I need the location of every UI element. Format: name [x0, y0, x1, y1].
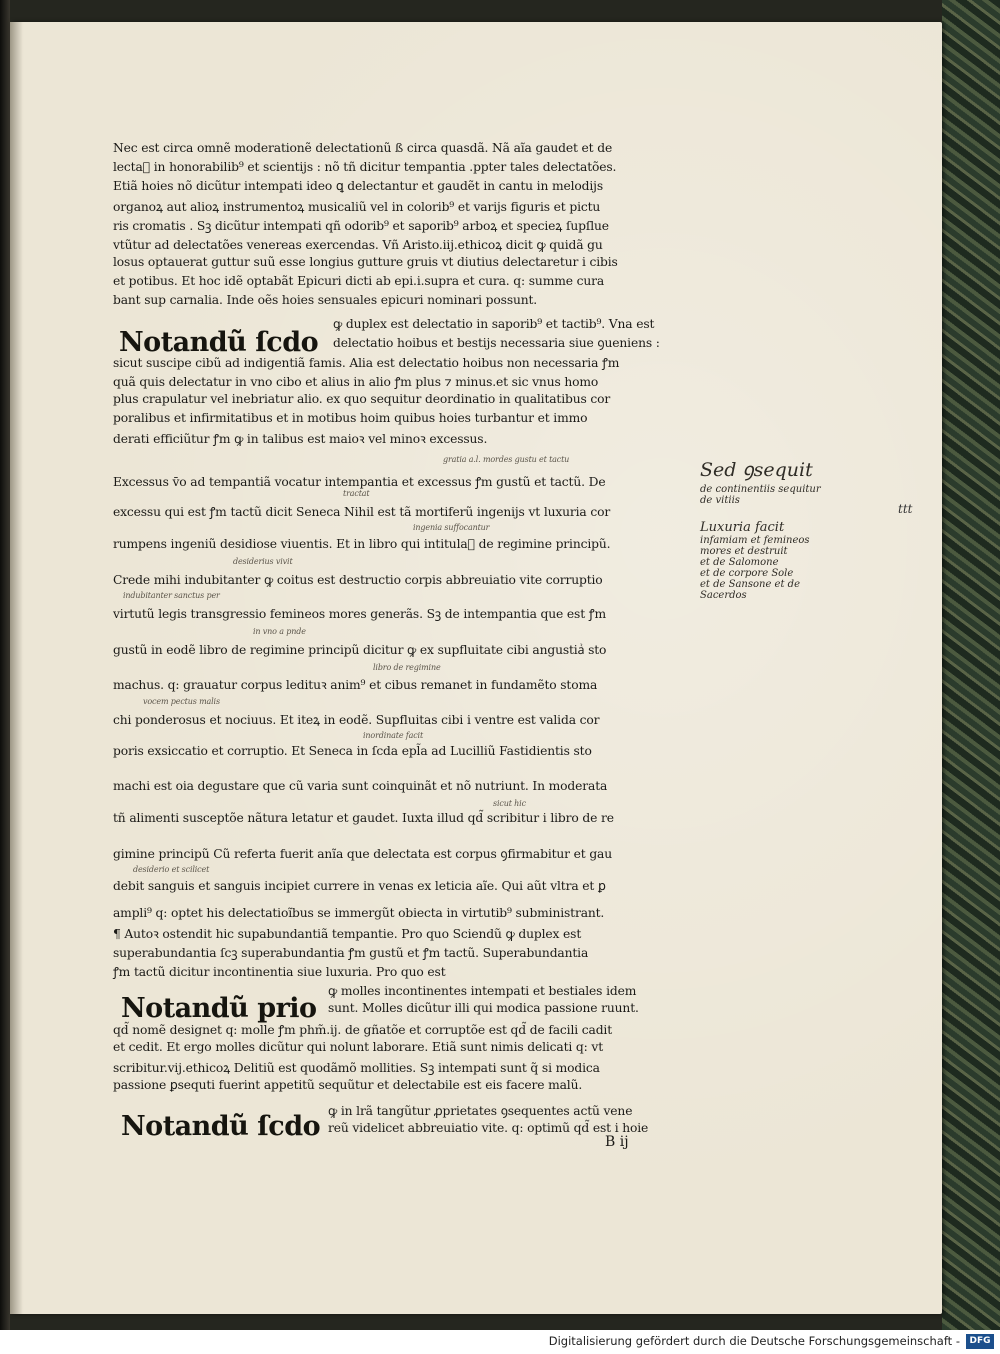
marginal-annotation	[700, 456, 930, 601]
margin-note-line: infamiam et femineos	[700, 535, 810, 546]
text-line: losus optauerat guttur suũ esse longius gutture gruis vt diutius delectaretur i cibis	[113, 255, 618, 269]
text-line: poralibus et infirmitatibus et in motibus hoim quibus hoies turbantur et immo	[113, 411, 588, 425]
text-line: ampli⁹ q: optet his delectatioĩbus se immergũt obiecta in virtutib⁹ subministrant.	[113, 906, 605, 920]
text-line: reũ videlicet abbreuiatio vite. q: optimũ qd̃ est i hoie	[328, 1121, 649, 1135]
text-line: quã quis delectatur in vno cibo et alius in alio ꝭm plus ⁊ minus.et sic vnus homo	[113, 375, 599, 389]
text-line: excessu qui est ꝭm tactũ dicit Seneca Nihil est tã mortiferũ ingenijs vt luxuria cor	[113, 505, 611, 519]
margin-note-line: Sacerdos	[700, 590, 747, 601]
text-line: machus. q: grauatur corpus ledituꝛ anim⁹ et cibus remanet in fundamẽto stoma	[113, 678, 598, 692]
section-heading: Notandũ prio	[121, 993, 317, 1024]
text-line: delectatio hoibus et bestijs necessaria siue ꝯueniens :	[333, 336, 660, 350]
text-line: Nec est circa omnẽ moderationẽ delectationũ ß circa quasdã. Nã aĩa gaudet et de	[113, 141, 613, 155]
margin-mark: ttt	[898, 502, 913, 516]
text-line: plus crapulatur vel inebriatur alio. ex quo sequitur deordinatio in qualitatibus cor	[113, 392, 611, 406]
text-line: gustũ in eodẽ libro de regimine principũ dicitur ꝙ ex supfluitate cibi angustiaᷣ sto	[113, 643, 607, 657]
margin-note-line: et de Sansone et de	[700, 579, 800, 590]
text-line: virtutũ legis transgressio femineos mores generãs. Sꝫ de intempantia que est ꝭm	[113, 607, 606, 621]
text-line: tñ alimenti susceptõe nãtura letatur et gaudet. Iuxta illud qd̃ scribitur i libro de re	[113, 811, 614, 825]
text-line: superabundantia ſcꝫ superabundantia ꝭm gustũ et ꝭm tactũ. Superabundantia	[113, 946, 589, 960]
text-line: sunt. Molles dicũtur illi qui modica passione ruunt.	[328, 1001, 639, 1015]
margin-note-line: de vitiis	[700, 495, 740, 506]
page-gutter	[10, 22, 22, 1314]
interlinear-gloss: desiderio et scilicet	[133, 865, 210, 874]
interlinear-gloss: libro de regimine	[373, 663, 441, 672]
text-line: ꝙ in lrã tangũtur ꝓprietates ꝯsequentes actũ vene	[328, 1104, 633, 1118]
text-line: vtũtur ad delectatões venereas exercendas. Vñ Aristo.iij.ethicoꝝ dicit ꝙ quidã gu	[113, 238, 603, 252]
text-line: organoꝝ aut alioꝝ instrumentoꝝ musicaliũ vel in colorib⁹ et varijs figuris et pictu	[113, 200, 601, 214]
footer-bar	[0, 1330, 1000, 1354]
text-line: ris cromatis . Sꝫ dicũtur intempati qñ odorib⁹ et saporib⁹ arboꝝ et specieꝝ ſupſlue	[113, 219, 609, 233]
text-line: rumpens ingeniũ desidiose viuentis. Et in libro qui intitulaᷣ de regimine principũ.	[113, 537, 611, 551]
text-line: gimine principũ Cũ referta fuerit anĩa que delectata est corpus ꝯfirmabitur et gau	[113, 847, 613, 861]
text-line: qd̃ nomẽ designet q: molle ꝭm phm̃.ij. de gñatõe et corruptõe est qd̃ de facili cadit	[113, 1023, 612, 1037]
text-line: scribitur.vij.ethicoꝝ Delitiũ est quodãmõ mollities. Sꝫ intempati sunt q̃ si modica	[113, 1061, 600, 1075]
text-line: ꝙ molles incontinentes intempati et bestiales idem	[328, 984, 637, 998]
text-line: lectaᷣ in honorabilib⁹ et scientijs : nõ tñ dicitur tempantia .ppter tales delectatões.	[113, 160, 617, 174]
text-line: et cedit. Et ergo molles dicũtur qui nolunt laborare. Etiã sunt nimis delicati q: vt	[113, 1040, 603, 1054]
interlinear-gloss: desiderius vivit	[233, 557, 293, 566]
text-line: chi ponderosus et nociuus. Et iteꝝ in eodẽ. Supfluitas cibi i ventre est valida cor	[113, 713, 600, 727]
interlinear-gloss: ingenia suffocantur	[413, 523, 490, 532]
text-line: sicut suscipe cibũ ad indigentiã famis. Alia est delectatio hoibus non necessaria ꝭm	[113, 356, 620, 370]
interlinear-gloss: vocem pectus malis	[143, 697, 220, 706]
text-line: bant sup carnalia. Inde oẽs hoies sensuales epicuri nominari possunt.	[113, 293, 538, 307]
margin-note-line: Luxuria facit	[700, 520, 785, 535]
book-edge-left	[0, 0, 10, 1330]
margin-note-heading: Sed ꝯsequit	[700, 459, 813, 481]
signature-mark: B ij	[605, 1134, 629, 1150]
funding-credit: Digitalisierung gefördert durch die Deutsche Forschungsgemeinschaft -	[548, 1334, 960, 1348]
text-line: ¶ Autoꝛ ostendit hic supabundantiã tempantie. Pro quo Sciendũ ꝙ duplex est	[113, 927, 582, 941]
section-heading: Notandũ ſcdo	[119, 327, 319, 358]
section-heading: Notandũ ſcdo	[121, 1111, 321, 1142]
text-line: poris exsiccatio et corruptio. Et Seneca in ſcda epl̃a ad Lucilliũ Fastidientis sto	[113, 744, 592, 758]
text-line: ꝭm tactũ dicitur incontinentia siue luxuria. Pro quo est	[113, 965, 446, 979]
margin-note-line: et de Salomone	[700, 557, 779, 568]
text-line: passione ꝑsequti fuerint appetitũ sequũtur et delectabile est eis facere malũ.	[113, 1078, 583, 1092]
interlinear-gloss: tractat	[343, 489, 370, 498]
interlinear-gloss: gratia a.l. mordes gustu et tactu	[443, 455, 570, 464]
interlinear-gloss: in vno a pnde	[253, 627, 306, 636]
margin-note-line: de continentiis sequitur	[700, 484, 821, 495]
text-line: Excessus v̄o ad tempantiã vocatur intempantia et excessus ꝭm gustũ et tactũ. De	[113, 475, 606, 489]
dfg-logo-icon: DFG	[966, 1334, 994, 1349]
text-line: derati efficiũtur ꝭm ꝙ in talibus est maioꝛ vel minoꝛ excessus.	[113, 432, 488, 446]
interlinear-gloss: indubitanter sanctus per	[123, 591, 220, 600]
text-line: debit sanguis et sanguis incipiet currere in venas ex leticia aĩe. Qui aũt vltra et ꝑ	[113, 879, 606, 893]
interlinear-gloss: sicut hic	[493, 799, 526, 808]
text-line: ꝙ duplex est delectatio in saporib⁹ et tactib⁹. Vna est	[333, 317, 655, 331]
margin-note-line: et de corpore Sole	[700, 568, 794, 579]
text-line: machi est oia degustare que cũ varia sunt coinquinãt et nõ nutriunt. In moderata	[113, 779, 608, 793]
text-line: et potibus. Et hoc idẽ optabãt Epicuri dicti ab epi.i.supra et cura. q: summe cura	[113, 274, 605, 288]
margin-note-line: mores et destruit	[700, 546, 788, 557]
marbled-cover	[942, 0, 1000, 1330]
interlinear-gloss: inordinate facit	[363, 731, 424, 740]
text-line: Crede mihi indubitanter ꝙ coitus est destructio corpis abbreuiatio vite corruptio	[113, 573, 603, 587]
text-line: Etiã hoies nõ dicũtur intempati ideo ꝗ delectantur et gaudẽt in cantu in melodijs	[113, 179, 603, 193]
